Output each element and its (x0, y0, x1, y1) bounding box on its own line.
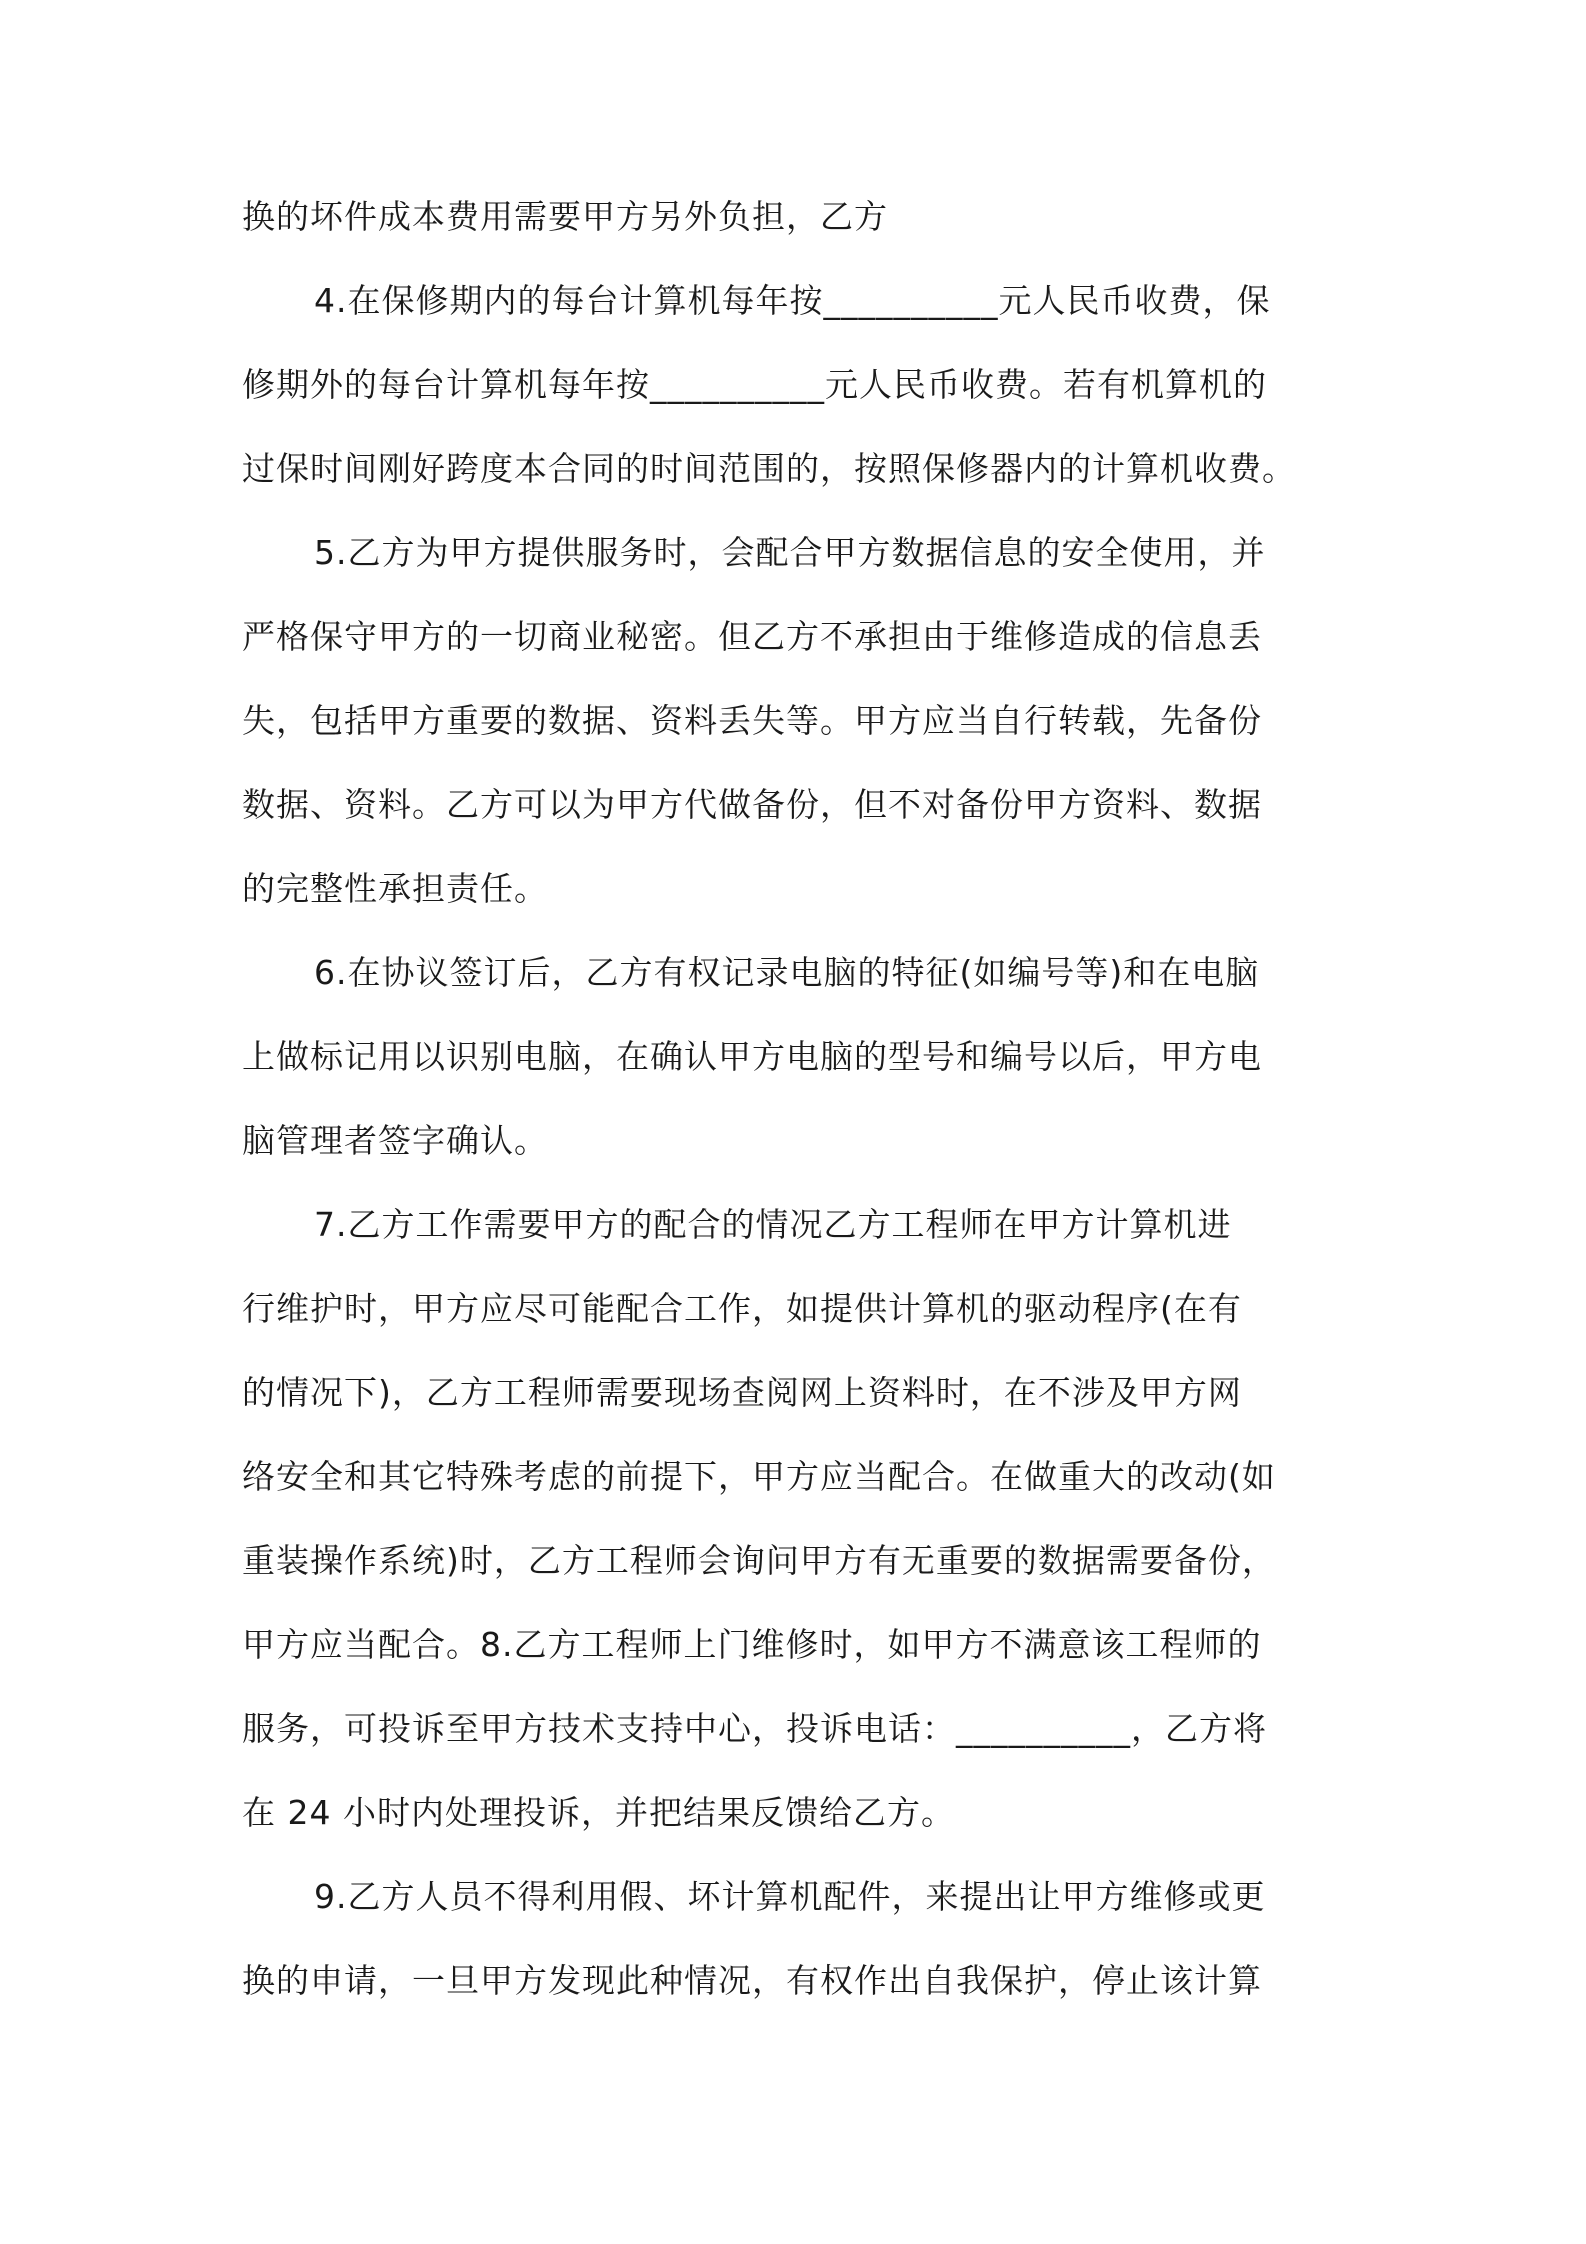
text-line: 上做标记用以识别电脑，在确认甲方电脑的型号和编号以后，甲方电 (242, 1037, 1262, 1076)
text-line: 9.乙方人员不得利用假、坏计算机配件，来提出让甲方维修或更 (314, 1877, 1266, 1916)
text-line: 换的申请，一旦甲方发现此种情况，有权作出自我保护，停止该计算 (242, 1961, 1262, 2000)
text-line: 络安全和其它特殊考虑的前提下，甲方应当配合。在做重大的改动(如 (242, 1457, 1276, 1496)
text-line: 4.在保修期内的每台计算机每年按__________元人民币收费，保 (314, 281, 1271, 320)
text-line: 过保时间刚好跨度本合同的时间范围的，按照保修器内的计算机收费。 (242, 449, 1296, 488)
text-line: 换的坏件成本费用需要甲方另外负担，乙方 (242, 197, 888, 236)
text-line: 在 24 小时内处理投诉，并把结果反馈给乙方。 (242, 1793, 955, 1832)
text-line: 严格保守甲方的一切商业秘密。但乙方不承担由于维修造成的信息丢 (242, 617, 1262, 656)
text-line: 5.乙方为甲方提供服务时，会配合甲方数据信息的安全使用，并 (314, 533, 1266, 572)
text-line: 6.在协议签订后，乙方有权记录电脑的特征(如编号等)和在电脑 (314, 953, 1260, 992)
text-line: 失，包括甲方重要的数据、资料丢失等。甲方应当自行转载，先备份 (242, 701, 1262, 740)
text-line: 数据、资料。乙方可以为甲方代做备份，但不对备份甲方资料、数据 (242, 785, 1262, 824)
text-line: 重装操作系统)时，乙方工程师会询问甲方有无重要的数据需要备份， (242, 1541, 1276, 1580)
text-line: 行维护时，甲方应尽可能配合工作，如提供计算机的驱动程序(在有 (242, 1289, 1242, 1328)
text-line: 的完整性承担责任。 (242, 869, 548, 908)
text-line: 7.乙方工作需要甲方的配合的情况乙方工程师在甲方计算机进 (314, 1205, 1232, 1244)
document-body (242, 196, 1362, 2044)
text-line: 的情况下)，乙方工程师需要现场查阅网上资料时，在不涉及甲方网 (242, 1373, 1242, 1412)
text-line: 修期外的每台计算机每年按__________元人民币收费。若有机算机的 (242, 365, 1267, 404)
text-line: 甲方应当配合。8.乙方工程师上门维修时，如甲方不满意该工程师的 (242, 1625, 1262, 1664)
text-line: 脑管理者签字确认。 (242, 1121, 548, 1160)
text-line: 服务，可投诉至甲方技术支持中心，投诉电话：__________，乙方将 (242, 1709, 1267, 1748)
